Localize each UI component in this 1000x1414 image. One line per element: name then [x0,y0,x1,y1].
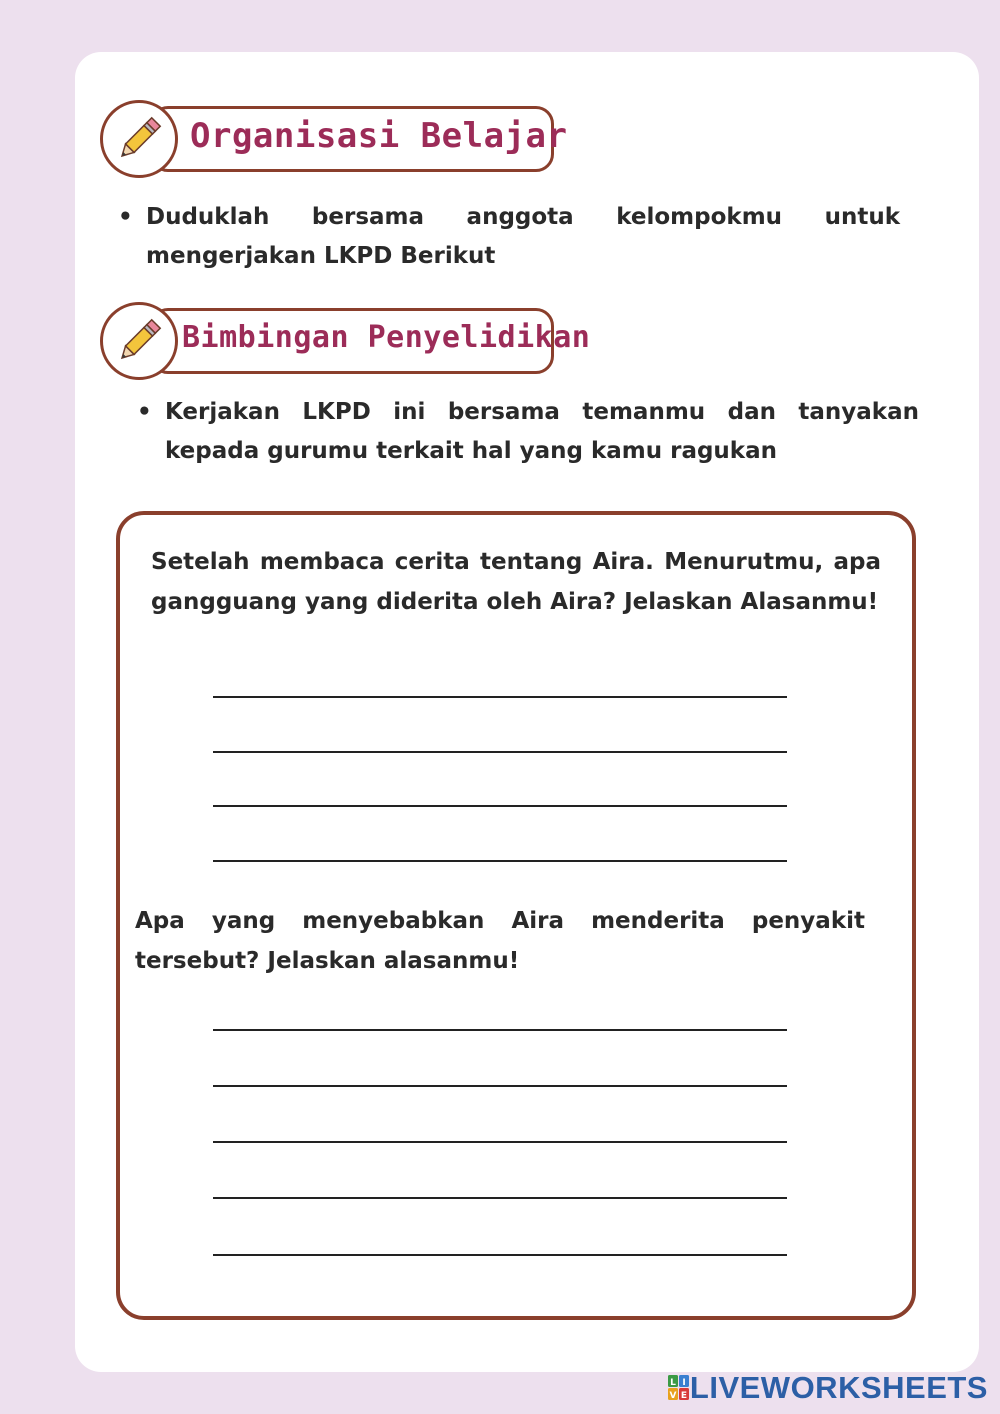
answer-line[interactable] [213,1085,787,1087]
pencil-icon-circle [100,302,178,380]
bullet-dot: • [118,204,133,230]
answer-line[interactable] [213,751,787,753]
pencil-icon [111,313,167,369]
question-2: Apa yang menyebabkan Aira menderita penyakit tersebut? Jelaskan alasanmu! [135,908,865,974]
section-header-organisasi-belajar [100,100,568,184]
answer-line[interactable] [213,1254,787,1256]
answer-line[interactable] [213,860,787,862]
pencil-icon [111,111,167,167]
section-title: Organisasi Belajar [190,116,568,156]
svg-text:L: L [670,1378,676,1388]
bullet-item [137,393,919,471]
section-title: Bimbingan Penyelidikan [182,320,591,355]
pencil-icon-circle [100,100,178,178]
bullet-text: Duduklah bersama anggota kelompokmu untuk mengerjakan LKPD Berikut [146,204,900,269]
answer-line[interactable] [213,1197,787,1199]
liveworksheets-logo-icon [668,1375,690,1401]
svg-text:V: V [669,1391,677,1401]
watermark-text: LIVEWORKSHEETS [689,1370,988,1405]
bullet-dot: • [137,399,152,425]
svg-text:E: E [680,1391,687,1401]
answer-line[interactable] [213,1029,787,1031]
answer-line[interactable] [213,696,787,698]
section-header-bimbingan-penyelidikan [100,302,591,386]
bullet-item [118,198,900,276]
liveworksheets-watermark [668,1370,988,1406]
answer-line[interactable] [213,805,787,807]
question-1: Setelah membaca cerita tentang Aira. Menurutmu, apa gangguang yang diderita oleh Aira? Jelaskan Alasanmu! [151,549,881,615]
answer-line[interactable] [213,1141,787,1143]
bullet-text: Kerjakan LKPD ini bersama temanmu dan tanyakan kepada gurumu terkait hal yang kamu ragukan [165,399,919,464]
svg-text:I: I [682,1378,686,1388]
